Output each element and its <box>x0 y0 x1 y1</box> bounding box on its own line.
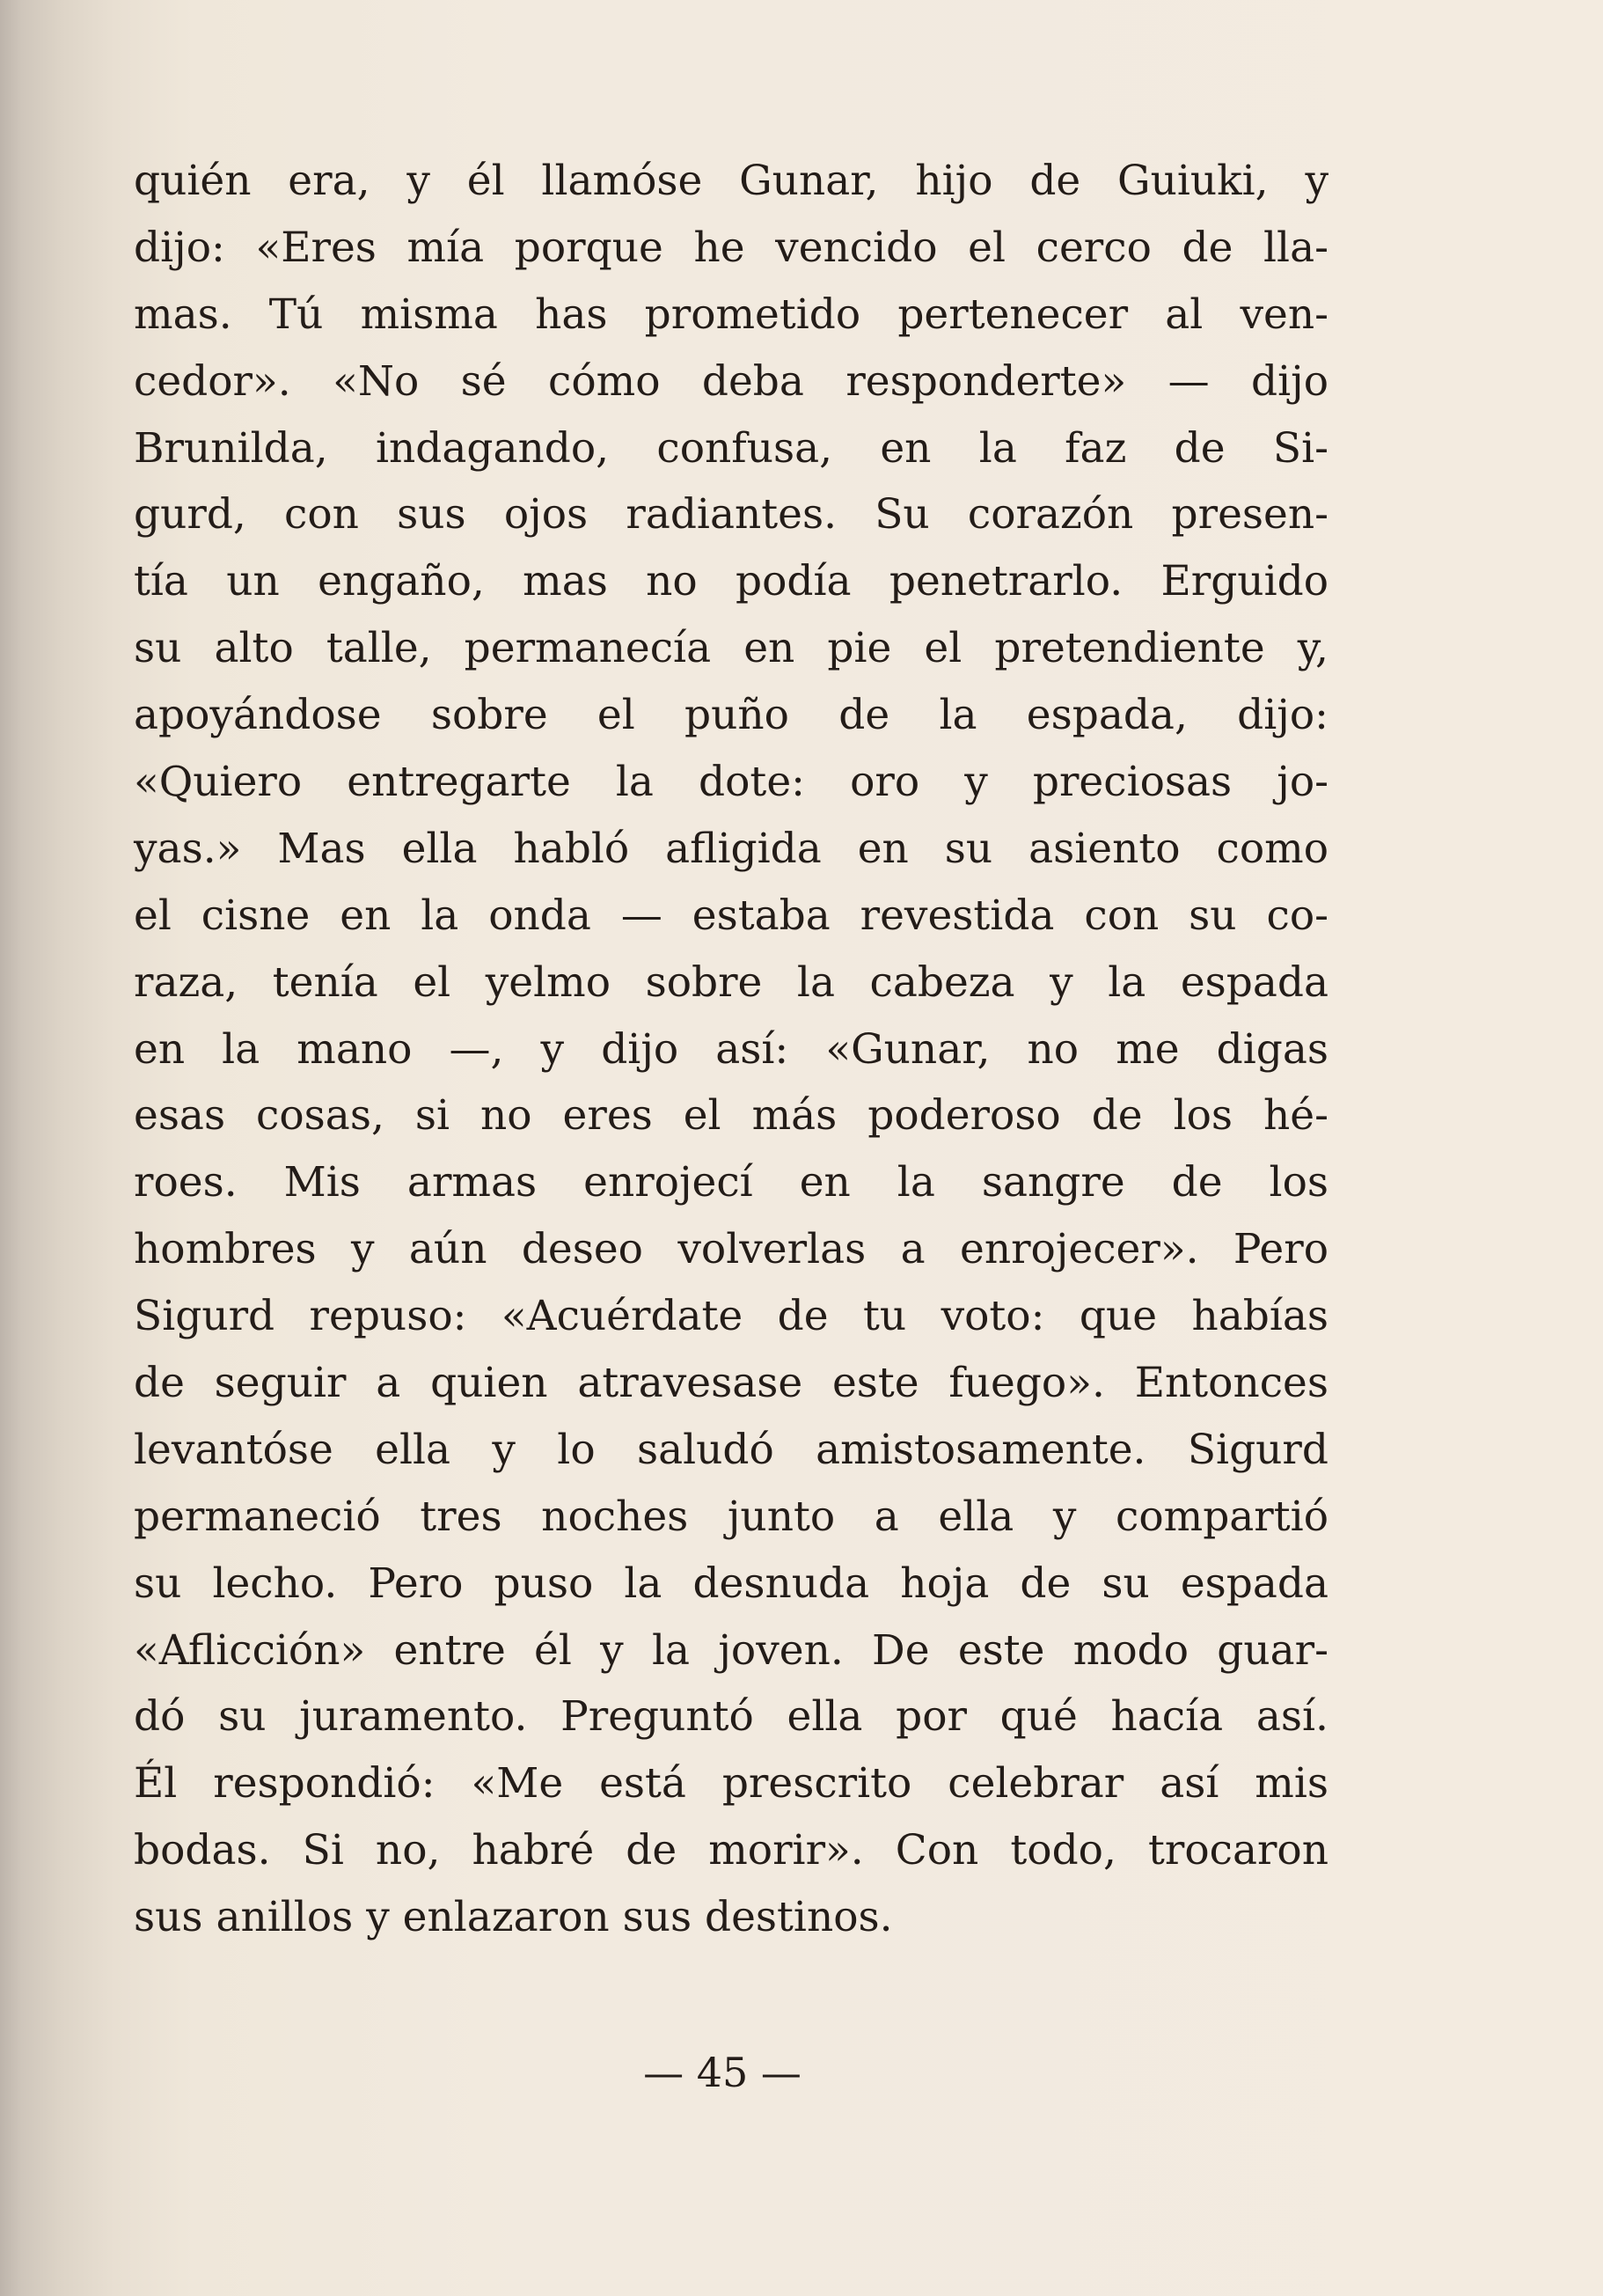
text-line: tía un engaño, mas no podía penetrarlo. Erguido <box>134 557 1329 606</box>
text-line: cedor». «No sé cómo deba responderte» — dijo <box>134 356 1329 406</box>
text-line: hombres y aún deseo volverlas a enrojecer». Pero <box>134 1225 1329 1274</box>
text-line: bodas. Si no, habré de morir». Con todo, trocaron <box>134 1826 1329 1875</box>
text-line: Brunilda, indagando, confusa, en la faz de Si- <box>134 423 1329 473</box>
page-number <box>0 2042 1603 2103</box>
text-line: «Quiero entregarte la dote: oro y preciosas jo- <box>134 758 1329 807</box>
text-line: permaneció tres noches junto a ella y compartió <box>134 1492 1329 1541</box>
text-line: en la mano —, y dijo así: «Gunar, no me digas <box>134 1024 1329 1074</box>
text-line: roes. Mis armas enrojecí en la sangre de los <box>134 1158 1329 1207</box>
text-line: raza, tenía el yelmo sobre la cabeza y la espada <box>134 957 1329 1007</box>
text-line: su alto talle, permanecía en pie el pretendiente y, <box>134 624 1329 673</box>
text-line: quién era, y él llamóse Gunar, hijo de Guiuki, y <box>134 157 1329 205</box>
page-number-label: — 45 — <box>643 2049 802 2096</box>
body-text <box>134 148 1329 1951</box>
text-line: «Aflicción» entre él y la joven. De este modo guar- <box>134 1625 1329 1675</box>
text-line: esas cosas, si no eres el más poderoso de los hé- <box>134 1091 1329 1141</box>
text-line: levantóse ella y lo saludó amistosamente. Sigurd <box>134 1425 1329 1474</box>
text-line: de seguir a quien atravesase este fuego». Entonces <box>134 1359 1329 1408</box>
text-line: Sigurd repuso: «Acuérdate de tu voto: que habías <box>134 1292 1329 1341</box>
text-line: su lecho. Pero puso la desnuda hoja de su espada <box>134 1559 1329 1608</box>
text-line: dó su juramento. Preguntó ella por qué hacía así. <box>134 1692 1329 1742</box>
text-line: gurd, con sus ojos radiantes. Su corazón presen- <box>134 490 1329 539</box>
text-line: el cisne en la onda — estaba revestida con su co- <box>134 891 1329 940</box>
text-line: mas. Tú misma has prometido pertenecer al ven- <box>134 290 1329 339</box>
text-line: sus anillos y enlazaron sus destinos. <box>134 1893 893 1942</box>
text-line: yas.» Mas ella habló afligida en su asiento como <box>134 824 1329 873</box>
text-line: dijo: «Eres mía porque he vencido el cerco de lla- <box>134 223 1329 272</box>
text-line: apoyándose sobre el puño de la espada, dijo: <box>134 691 1329 740</box>
text-line: Él respondió: «Me está prescrito celebrar así mis <box>134 1759 1329 1808</box>
